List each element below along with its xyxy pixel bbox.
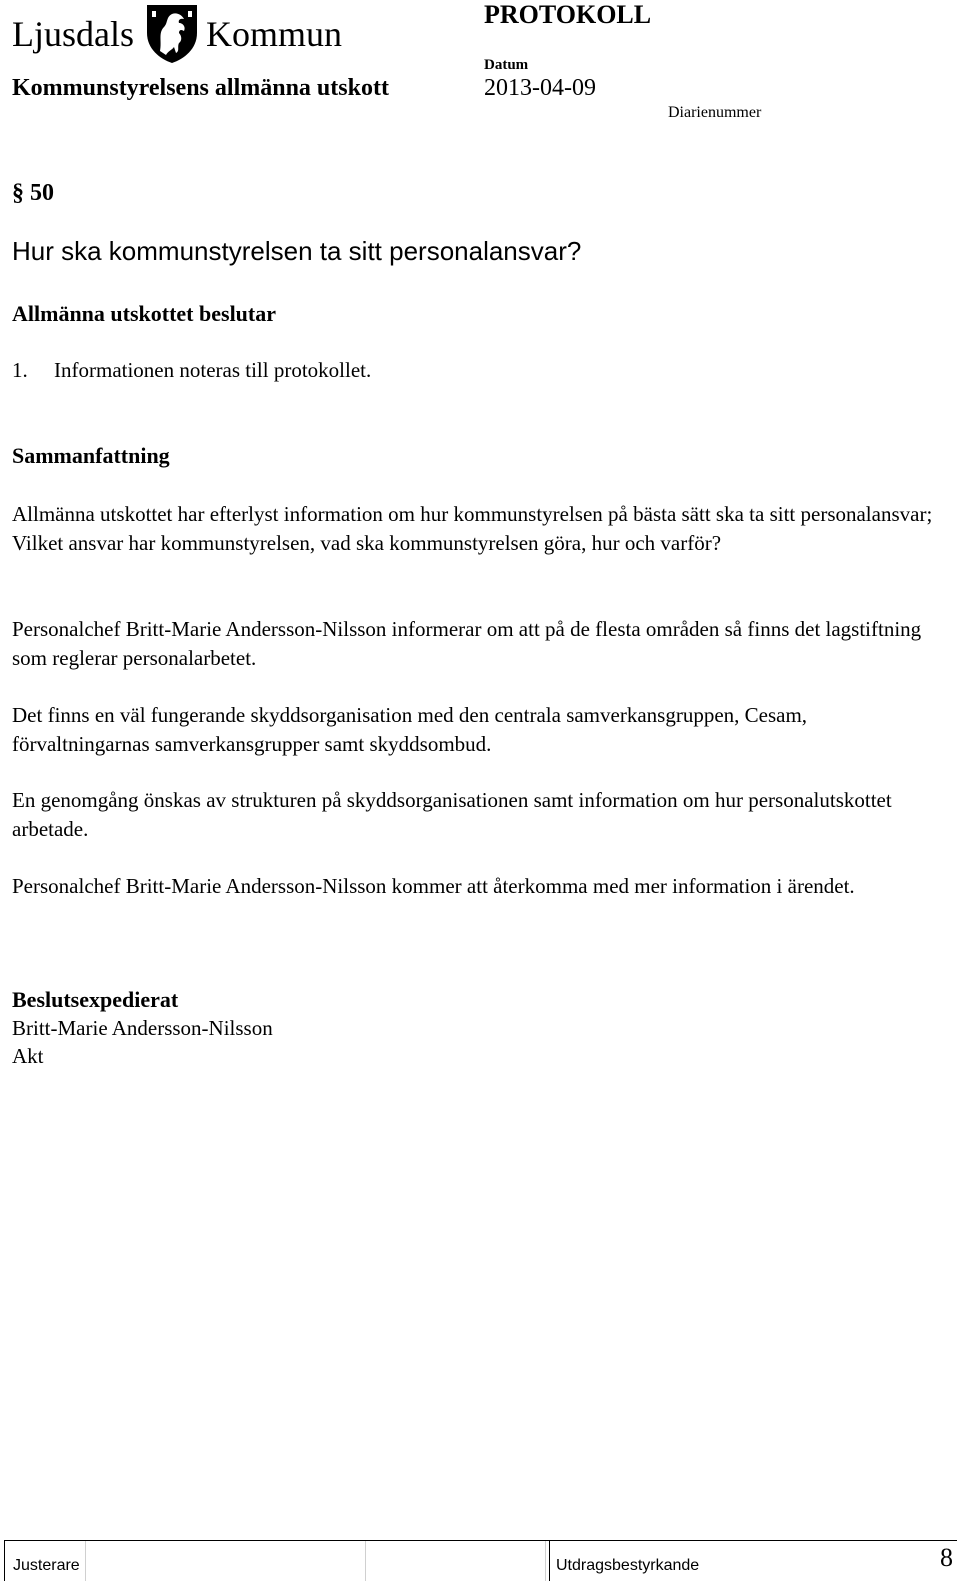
page-number: 8 (940, 1543, 953, 1572)
logo-text-left: Ljusdals (12, 14, 134, 54)
logo-text-right: Kommun (206, 14, 343, 54)
decision-text: Informationen noteras till protokollet. (54, 358, 372, 382)
document-type: PROTOKOLL (484, 0, 652, 29)
decision-item (12, 358, 371, 383)
committee-name: Kommunstyrelsens allmänna utskott (12, 75, 389, 101)
summary-paragraph: Personalchef Britt-Marie Andersson-Nilsson kommer att återkomma med mer information i ärendet. (12, 874, 855, 898)
decision-number: 1. (12, 358, 28, 382)
item-title: Hur ska kommunstyrelsen ta sitt personalansvar? (12, 236, 582, 266)
summary-paragraph: En genomgång önskas av strukturen på skyddsorganisationen samt information om hur personalutskottet arbetade. (12, 788, 892, 841)
date-value: 2013-04-09 (484, 75, 596, 101)
expedition-recipient: Akt (12, 1044, 44, 1068)
extract-certification-label: Utdragsbestyrkande (556, 1557, 700, 1574)
footer-divider (549, 1541, 550, 1581)
signature-cell (365, 1541, 546, 1581)
signature-footer (4, 1540, 957, 1581)
paragraph-number: § 50 (12, 180, 54, 206)
summary-paragraph: Personalchef Britt-Marie Andersson-Nilsson informerar om att på de flesta områden så finns det lagstiftning som reglerar personalarbetet. (12, 617, 922, 670)
expedition-recipient: Britt-Marie Andersson-Nilsson (12, 1016, 273, 1040)
municipality-logo (12, 2, 342, 66)
summary-paragraph: Det finns en väl fungerande skyddsorganisation med den centrala samverkansgruppen, Cesam, förvaltningarnas samverkansgrupper samt skyddsombud. (12, 703, 808, 756)
summary-paragraph: Allmänna utskottet har efterlyst information om hur kommunstyrelsen på bästa sätt ska ta sitt personalansvar; Vilket ansvar har kommunstyrelsen, vad ska kommunstyrelsen göra, hur och varför? (12, 502, 933, 555)
registry-number-label: Diarienummer (668, 104, 762, 121)
date-label: Datum (484, 57, 529, 73)
decision-heading: Allmänna utskottet beslutar (12, 301, 277, 326)
coat-of-arms-icon (144, 3, 200, 65)
expedition-heading: Beslutsexpedierat (12, 987, 179, 1012)
summary-heading: Sammanfattning (12, 443, 170, 468)
justerare-label: Justerare (13, 1557, 80, 1574)
signature-cell (85, 1541, 366, 1581)
